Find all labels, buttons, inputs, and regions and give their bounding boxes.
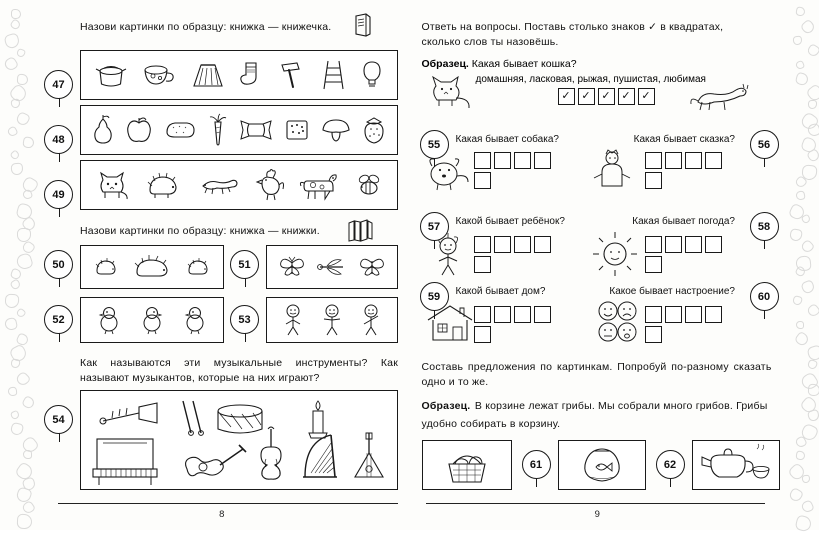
sample-words: домашняя, ласковая, рыжая, пушистая, любимая	[475, 74, 706, 85]
picture-row-48	[80, 105, 398, 155]
task-c-instruction: Как называются эти музыкальные инструменты? Как называют музыкантов, которые на них играют?	[80, 357, 398, 385]
balloon-56[interactable]	[750, 130, 779, 159]
task-d-instruction-line2: сколько слов ты назовёшь.	[421, 36, 559, 49]
sample-check-2[interactable]: ✓	[578, 88, 595, 105]
balloon-56-label: 56	[757, 138, 771, 151]
balloon-53-label: 53	[238, 313, 251, 326]
balloon-58[interactable]	[750, 212, 779, 241]
sample-question: Какая бывает кошка?	[471, 58, 577, 70]
sample-check-4[interactable]: ✓	[618, 88, 635, 105]
question-58-boxes	[645, 236, 723, 273]
q60-box-2[interactable]	[665, 306, 682, 323]
cat-icon	[424, 72, 476, 110]
q55-box-5[interactable]	[474, 172, 491, 189]
fairytale-icon	[588, 148, 636, 192]
pic-cat	[94, 168, 130, 202]
q59-box-1[interactable]	[474, 306, 491, 323]
balloon-53[interactable]	[230, 305, 259, 334]
q59-box-4[interactable]	[534, 306, 551, 323]
picture-row-49	[80, 160, 398, 210]
balloon-50[interactable]	[44, 250, 73, 279]
sample-checkbox-group	[558, 88, 655, 105]
question-55-text: Какая бывает собака?	[455, 134, 559, 145]
sample-check-3[interactable]: ✓	[598, 88, 615, 105]
pic-guitar	[177, 439, 247, 487]
left-footer-rule	[58, 503, 398, 504]
picture-row-50	[80, 245, 224, 289]
pic-chick-2	[139, 305, 165, 335]
q55-box-2[interactable]	[494, 152, 511, 169]
q60-box-3[interactable]	[685, 306, 702, 323]
picture-fishbowl	[558, 440, 646, 490]
sun-icon	[590, 230, 640, 278]
q58-box-5[interactable]	[645, 256, 662, 273]
pic-cow	[299, 169, 339, 201]
question-60-boxes	[645, 306, 723, 343]
pic-sock	[238, 59, 264, 91]
q56-box-2[interactable]	[665, 152, 682, 169]
pic-cup	[141, 60, 177, 90]
question-58-text: Какая бывает погода?	[632, 216, 735, 227]
question-60-text: Какое бывает настроение?	[609, 286, 735, 297]
book-icon	[352, 12, 374, 38]
balloon-59[interactable]	[420, 282, 449, 311]
page-spread	[34, 0, 785, 530]
right-page-number: 9	[594, 509, 600, 520]
pic-hedgehog-small	[93, 256, 119, 278]
q58-box-4[interactable]	[705, 236, 722, 253]
cat-stretch-icon	[688, 80, 750, 114]
pic-strawberry	[361, 115, 387, 145]
q58-box-2[interactable]	[665, 236, 682, 253]
left-margin-decoration	[0, 0, 34, 530]
pic-candy	[238, 119, 274, 141]
balloon-47-label: 47	[52, 78, 65, 91]
pic-dragonfly	[315, 255, 349, 279]
picture-row-51	[266, 245, 398, 289]
q55-box-1[interactable]	[474, 152, 491, 169]
pic-rooster	[253, 167, 285, 203]
pic-lightbulb	[360, 59, 384, 91]
balloon-61[interactable]	[522, 450, 551, 479]
pic-butterfly-2	[358, 255, 386, 279]
sample-check-1[interactable]: ✓	[558, 88, 575, 105]
balloon-48[interactable]	[44, 125, 73, 154]
q60-box-5[interactable]	[645, 326, 662, 343]
pic-hedgehog-big	[132, 254, 172, 280]
balloon-59-label: 59	[427, 290, 441, 303]
balloon-51[interactable]	[230, 250, 259, 279]
teapot-cup-icon	[699, 443, 773, 487]
balloon-61-label: 61	[529, 458, 543, 471]
q57-box-2[interactable]	[494, 236, 511, 253]
balloon-49-label: 49	[52, 188, 65, 201]
picture-teapot-cup	[692, 440, 780, 490]
pic-skirt	[191, 59, 225, 91]
pic-pear	[91, 113, 115, 147]
balloon-49[interactable]	[44, 180, 73, 209]
q55-box-4[interactable]	[534, 152, 551, 169]
task-b-instruction: Назови картинки по образцу: книжка — книжки.	[80, 225, 320, 237]
question-56-text: Какая бывает сказка?	[633, 134, 735, 145]
q59-box-2[interactable]	[494, 306, 511, 323]
pic-carrot	[206, 113, 230, 147]
balloon-47[interactable]	[44, 70, 73, 99]
q59-box-5[interactable]	[474, 326, 491, 343]
picture-row-53	[266, 297, 398, 343]
pic-lizard	[197, 172, 239, 198]
task-e-sample-label: Образец.	[421, 400, 471, 412]
pic-balalaika	[347, 429, 393, 483]
pic-drumsticks	[179, 397, 205, 437]
balloon-57-label: 57	[427, 220, 441, 233]
pic-trumpet	[99, 399, 169, 433]
pic-boy	[281, 303, 305, 337]
q60-box-4[interactable]	[705, 306, 722, 323]
question-55-boxes	[474, 152, 552, 189]
picture-row-47	[80, 50, 398, 100]
left-page-number: 8	[219, 509, 225, 520]
task-e-instruction: Составь предложения по картинкам. Попробуй по-разному сказать одно и то же.	[421, 361, 772, 389]
balloon-54-label: 54	[52, 413, 65, 426]
balloon-52-label: 52	[52, 313, 65, 326]
q56-box-1[interactable]	[645, 152, 662, 169]
balloon-51-label: 51	[238, 258, 251, 271]
picture-row-52	[80, 297, 224, 343]
pic-boy-2	[320, 303, 344, 337]
balloon-48-label: 48	[52, 133, 65, 146]
question-59-text: Какой бывает дом?	[455, 286, 546, 297]
pic-violin	[249, 425, 293, 483]
balloon-50-label: 50	[52, 258, 65, 271]
balloon-62[interactable]	[656, 450, 685, 479]
pic-bee	[354, 171, 384, 199]
balloon-55[interactable]	[420, 130, 449, 159]
right-page	[410, 0, 786, 530]
pic-cookie	[283, 116, 311, 144]
pic-ladder	[321, 58, 347, 92]
question-59-boxes	[474, 306, 552, 343]
task-e-sample-text: В корзине лежат грибы. Мы собрали много грибов. Грибы удобно собирать в корзину.	[421, 400, 768, 431]
pic-butterfly	[278, 255, 306, 279]
q60-box-1[interactable]	[645, 306, 662, 323]
pic-chick-3	[182, 305, 208, 335]
instruments-panel	[80, 390, 398, 490]
q58-box-1[interactable]	[645, 236, 662, 253]
pic-hedgehog-small-2	[185, 256, 211, 278]
books-icon	[346, 217, 374, 243]
pic-mushroom	[320, 116, 352, 144]
balloon-60[interactable]	[750, 282, 779, 311]
q57-box-5[interactable]	[474, 256, 491, 273]
sample-check-5[interactable]: ✓	[638, 88, 655, 105]
balloon-54[interactable]	[44, 405, 73, 434]
pic-piano	[89, 435, 163, 487]
q57-box-4[interactable]	[534, 236, 551, 253]
pic-harp	[297, 429, 343, 483]
pic-apple	[124, 114, 154, 146]
balloon-57[interactable]	[420, 212, 449, 241]
faces-icon	[596, 300, 640, 346]
q56-box-4[interactable]	[705, 152, 722, 169]
q59-box-3[interactable]	[514, 306, 531, 323]
pic-hammer	[277, 59, 307, 91]
question-56-boxes	[645, 152, 723, 189]
q58-box-3[interactable]	[685, 236, 702, 253]
q55-box-3[interactable]	[514, 152, 531, 169]
fishbowl-icon	[577, 443, 627, 487]
pic-pot	[94, 60, 128, 90]
right-footer-rule	[426, 503, 766, 504]
q57-box-1[interactable]	[474, 236, 491, 253]
balloon-52[interactable]	[44, 305, 73, 334]
balloon-58-label: 58	[757, 220, 771, 233]
q57-box-3[interactable]	[514, 236, 531, 253]
mushroom-basket-icon	[439, 444, 495, 486]
task-a-instruction: Назови картинки по образцу: книжка — книжечка.	[80, 21, 332, 33]
q56-box-3[interactable]	[685, 152, 702, 169]
q56-box-5[interactable]	[645, 172, 662, 189]
right-margin-decoration	[785, 0, 819, 530]
picture-mushroom-basket	[422, 440, 512, 490]
sample-label: Образец.	[421, 58, 469, 70]
pic-boy-3	[359, 303, 383, 337]
balloon-55-label: 55	[427, 138, 441, 151]
pic-hedgehog	[144, 170, 182, 200]
balloon-62-label: 62	[663, 458, 677, 471]
left-page	[34, 0, 410, 530]
pic-chick	[96, 305, 122, 335]
question-57-text: Какой бывает ребёнок?	[455, 216, 565, 227]
balloon-60-label: 60	[757, 290, 771, 303]
task-d-instruction-line1: Ответь на вопросы. Поставь столько знаков ✓ в квадратах,	[421, 21, 724, 33]
pic-cucumber	[163, 118, 197, 142]
question-57-boxes	[474, 236, 552, 273]
